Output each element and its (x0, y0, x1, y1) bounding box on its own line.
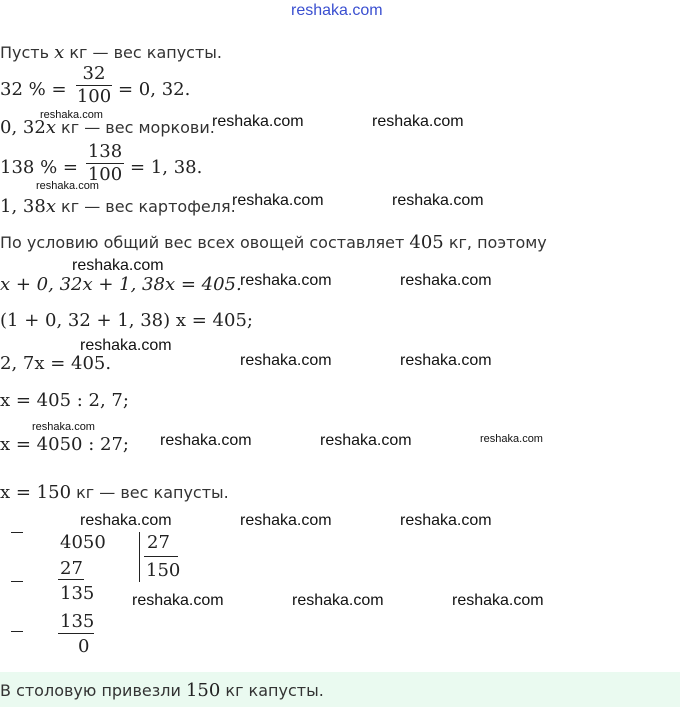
line-text: кг — вес моркови. (55, 118, 215, 137)
percent-32-rhs: = 0, 32. (118, 79, 191, 100)
line-text: кг — вес капусты. (64, 43, 223, 62)
final-answer-text (0, 680, 324, 701)
equation-5: x = 4050 : 27; (0, 434, 129, 455)
watermark: reshaka.com (132, 592, 224, 609)
watermark: reshaka.com (240, 352, 332, 369)
variable-x: x (54, 42, 65, 63)
line-condition (0, 232, 547, 253)
line-text: По условию общий вес всех овощей составляет (0, 233, 410, 252)
fraction-138-100 (86, 142, 124, 185)
division-dividend: 4050 (60, 532, 106, 553)
watermark: reshaka.com (400, 512, 492, 529)
minus-sign (11, 631, 23, 632)
minus-sign (11, 532, 23, 533)
division-divisor-underline (144, 556, 178, 557)
watermark: reshaka.com (320, 432, 412, 449)
watermark: reshaka.com (80, 337, 172, 354)
division-step-1: 27 (60, 558, 83, 579)
total-weight: 405 (409, 232, 444, 253)
line-text: кг — вес картофеля. (55, 197, 236, 216)
watermark: reshaka.com (240, 512, 332, 529)
watermark: reshaka.com (452, 592, 544, 609)
fraction-numerator: 138 (87, 141, 123, 162)
line-answer (0, 482, 229, 503)
line-carrot-weight (0, 117, 215, 138)
watermark: reshaka.com (372, 113, 464, 130)
fraction-numerator: 32 (82, 63, 106, 84)
watermark: reshaka.com (400, 272, 492, 289)
equation-4: x = 405 : 2, 7; (0, 390, 129, 411)
minus-sign (11, 581, 23, 582)
math-coefficient: 1, 38 (0, 196, 46, 217)
watermark: reshaka.com (72, 257, 164, 274)
variable-x: x (45, 117, 56, 138)
watermark: reshaka.com (160, 432, 252, 449)
percent-138-rhs: = 1, 38. (130, 157, 203, 178)
final-answer-bar (0, 672, 680, 707)
answer-text: В столовую привезли (0, 681, 186, 700)
watermark: reshaka.com (40, 109, 103, 121)
variable-x: x (45, 196, 56, 217)
division-divisor: 27 (147, 532, 170, 553)
percent-32-lhs: 32 % = (0, 79, 67, 100)
fraction-denominator: 100 (87, 164, 123, 185)
answer-text: кг капусты. (220, 681, 324, 700)
division-remainder-2: 0 (78, 636, 90, 657)
equation-1: x + 0, 32x + 1, 38x = 405. (0, 274, 242, 295)
answer-math: x = 150 (0, 482, 72, 503)
equation-3: 2, 7x = 405. (0, 353, 112, 374)
division-step-underline (58, 633, 94, 634)
division-step-2: 135 (60, 611, 95, 632)
line-text: Пусть (0, 43, 55, 62)
watermark: reshaka.com (32, 421, 95, 433)
division-bracket (139, 532, 140, 582)
watermark: reshaka.com (212, 113, 304, 130)
line-text: кг — вес капусты. (71, 483, 229, 502)
division-quotient: 150 (146, 560, 181, 581)
watermark: reshaka.com (480, 433, 543, 445)
watermark: reshaka.com (392, 192, 484, 209)
watermark: reshaka.com (36, 180, 99, 192)
percent-138-lhs: 138 % = (0, 157, 78, 178)
watermark: reshaka.com (292, 592, 384, 609)
site-watermark-header: reshaka.com (291, 2, 383, 19)
watermark: reshaka.com (240, 272, 332, 289)
line-text: кг, поэтому (443, 233, 547, 252)
line-cabbage-definition (0, 42, 222, 63)
fraction-32-100 (76, 64, 112, 107)
equation-2: (1 + 0, 32 + 1, 38) x = 405; (0, 310, 253, 331)
watermark: reshaka.com (400, 352, 492, 369)
division-step-underline (58, 579, 84, 580)
watermark: reshaka.com (232, 192, 324, 209)
fraction-denominator: 100 (76, 86, 112, 107)
answer-number: 150 (185, 680, 221, 701)
math-coefficient: 0, 32 (0, 117, 46, 138)
watermark: reshaka.com (80, 512, 172, 529)
division-remainder-1: 135 (60, 583, 95, 604)
line-potato-weight (0, 196, 236, 217)
